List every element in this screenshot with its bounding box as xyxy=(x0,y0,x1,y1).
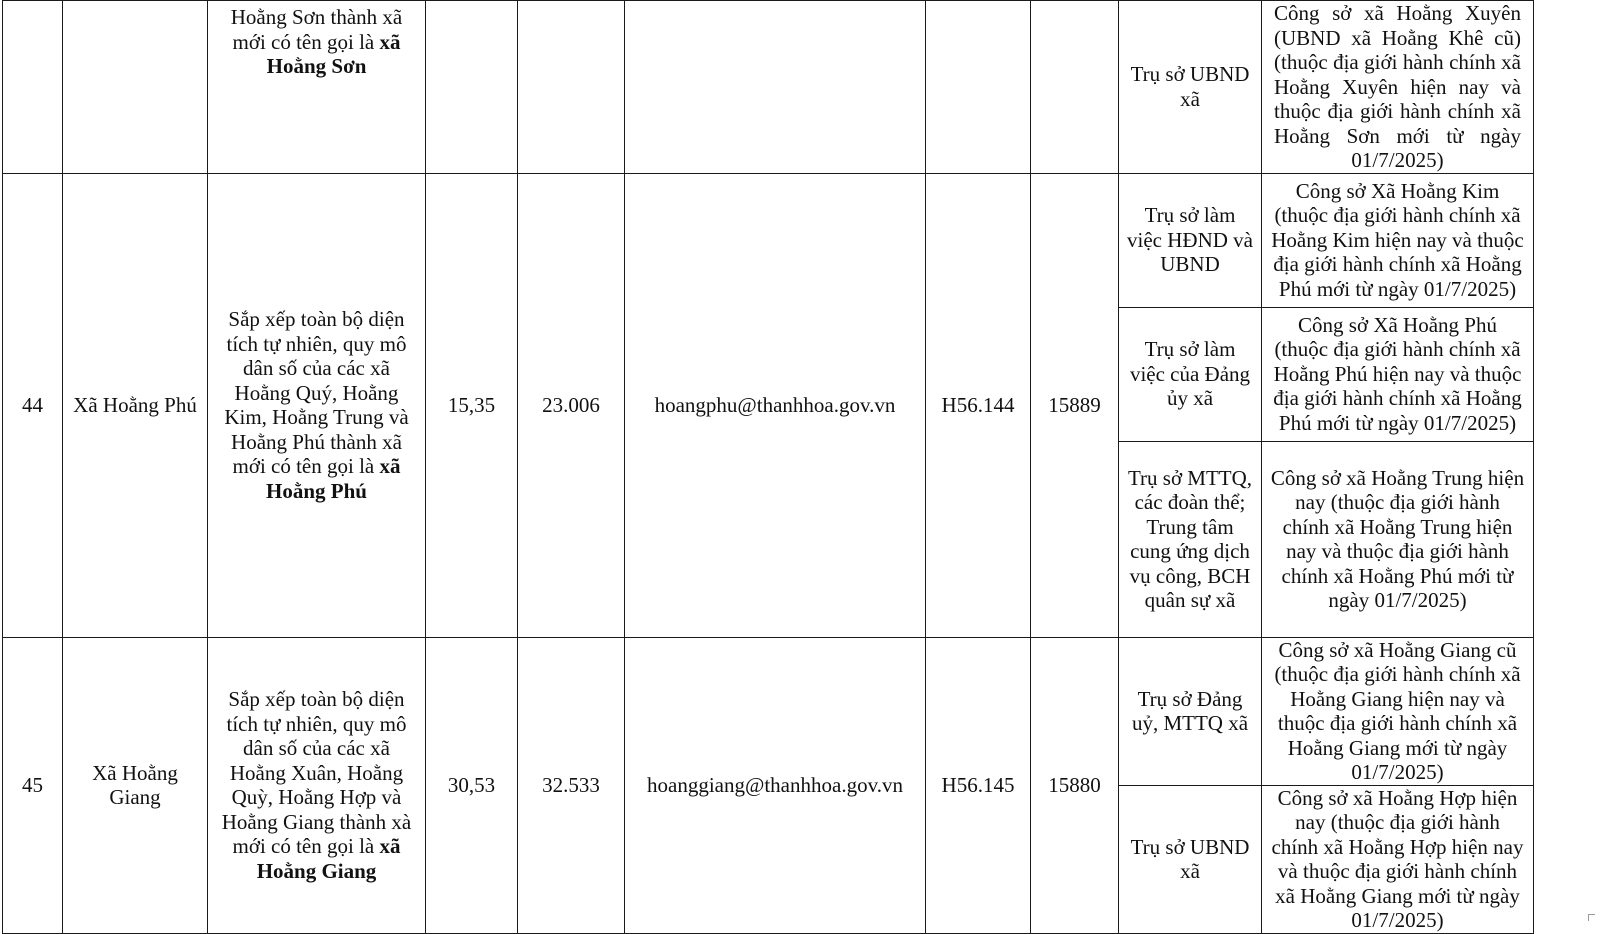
area-cell: 15,35 xyxy=(426,173,518,637)
population-cell xyxy=(518,1,625,174)
email-cell xyxy=(625,1,926,174)
plan-cell xyxy=(208,1,426,174)
office-location-cell: Công sở xã Hoằng Hợp hiện nay (thuộc địa giới hành chính xã Hoằng Hợp hiện nay và thuộc địa giới hành chính xã Hoằng Giang mới từ ngày 01/7/2025) xyxy=(1262,785,1534,933)
office-type-cell: Trụ sở Đảng uỷ, MTTQ xã xyxy=(1119,637,1262,785)
code-cell xyxy=(926,1,1031,174)
office-location-cell: Công sở xã Hoằng Giang cũ (thuộc địa giới hành chính xã Hoằng Giang hiện nay và thuộc địa giới hành chính xã Hoằng Giang mới từ ngày 01/7/2025) xyxy=(1262,637,1534,785)
new-name: xã Hoằng Giang xyxy=(256,834,401,883)
population-cell: 23.006 xyxy=(518,173,625,637)
table-row xyxy=(3,173,1534,307)
area-cell xyxy=(426,1,518,174)
table-row xyxy=(3,637,1534,785)
office-type-cell: Trụ sở UBND xã xyxy=(1119,1,1262,174)
code-cell: H56.144 xyxy=(926,173,1031,637)
plan-cell xyxy=(208,637,426,933)
email-cell: hoanggiang@thanhhoa.gov.vn xyxy=(625,637,926,933)
stt-cell xyxy=(3,1,63,174)
office-location-cell: Công sở xã Hoằng Trung hiện nay (thuộc địa giới hành chính xã Hoằng Trung hiện nay và thuộc địa giới hành chính xã Hoằng Phú mới từ ngày 01/7/2025) xyxy=(1262,441,1534,637)
plan-cell xyxy=(208,173,426,637)
email-cell: hoangphu@thanhhoa.gov.vn xyxy=(625,173,926,637)
postal-cell: 15880 xyxy=(1031,637,1119,933)
document-page xyxy=(2,0,1534,934)
office-location-cell: Công sở xã Hoằng Xuyên (UBND xã Hoằng Khê cũ) (thuộc địa giới hành chính xã Hoằng Xuyên hiện nay và thuộc địa giới hành chính xã Hoằng Sơn mới từ ngày 01/7/2025) xyxy=(1262,1,1534,174)
area-cell: 30,53 xyxy=(426,637,518,933)
office-location-cell: Công sở Xã Hoằng Phú (thuộc địa giới hành chính xã Hoằng Phú hiện nay và thuộc địa giới hành chính xã Hoằng Phú mới từ ngày 01/7/2025) xyxy=(1262,307,1534,441)
postal-cell xyxy=(1031,1,1119,174)
code-cell: H56.145 xyxy=(926,637,1031,933)
plan-text: Sắp xếp toàn bộ diện tích tự nhiên, quy mô dân số của các xã Hoằng Quý, Hoằng Kim, Hoằng Trung và Hoằng Phú thành xã mới có tên gọi là xyxy=(224,307,409,478)
office-type-cell: Trụ sở làm việc của Đảng ủy xã xyxy=(1119,307,1262,441)
new-name: xã Hoằng Phú xyxy=(266,454,401,503)
postal-cell: 15889 xyxy=(1031,173,1119,637)
plan-text: Hoằng Sơn thành xã mới có tên gọi là xyxy=(230,5,403,54)
office-type-cell: Trụ sở UBND xã xyxy=(1119,785,1262,933)
table-row xyxy=(3,1,1534,174)
stt-cell: 44 xyxy=(3,173,63,637)
page-corner-mark xyxy=(1588,914,1595,921)
name-cell: Xã Hoằng Giang xyxy=(63,637,208,933)
commune-merger-table xyxy=(2,0,1534,934)
office-type-cell: Trụ sở làm việc HĐND và UBND xyxy=(1119,173,1262,307)
new-name: xã Hoằng Sơn xyxy=(266,29,401,78)
office-location-cell: Công sở Xã Hoằng Kim (thuộc địa giới hành chính xã Hoằng Kim hiện nay và thuộc địa giới hành chính xã Hoằng Phú mới từ ngày 01/7/2025) xyxy=(1262,173,1534,307)
population-cell: 32.533 xyxy=(518,637,625,933)
stt-cell: 45 xyxy=(3,637,63,933)
name-cell: Xã Hoằng Phú xyxy=(63,173,208,637)
plan-text: Sắp xếp toàn bộ diện tích tự nhiên, quy mô dân số của các xã Hoằng Xuân, Hoằng Quỳ, Hoằng Hợp và Hoằng Giang thành xà mới có tên gọi là xyxy=(221,687,412,858)
office-type-cell: Trụ sở MTTQ, các đoàn thể; Trung tâm cung ứng dịch vụ công, BCH quân sự xã xyxy=(1119,441,1262,637)
name-cell xyxy=(63,1,208,174)
